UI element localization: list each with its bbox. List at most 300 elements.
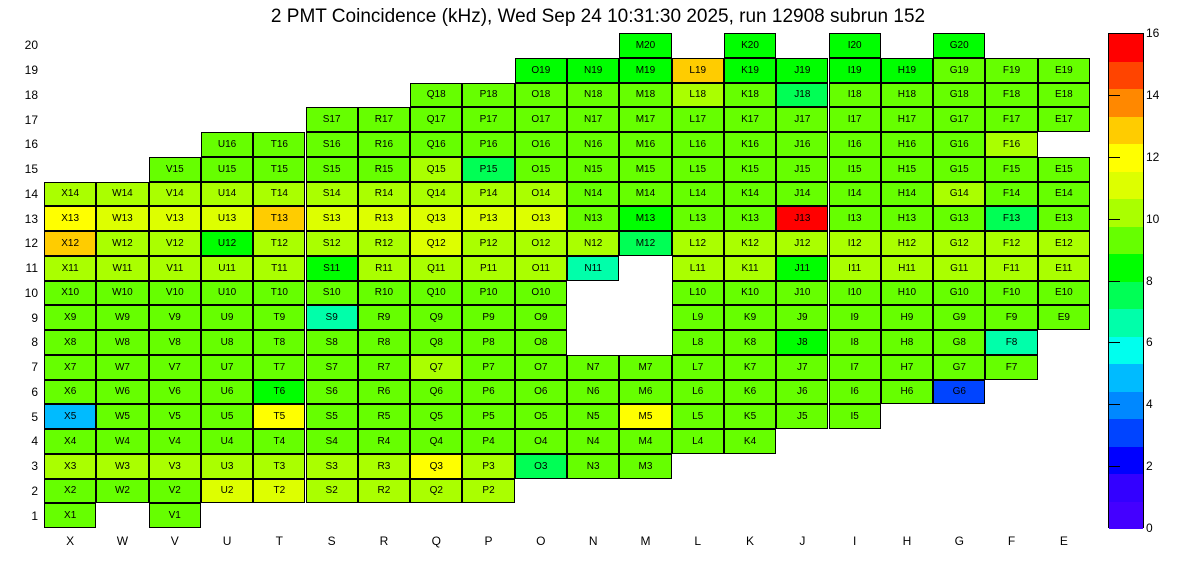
heatmap-cell: U14 — [201, 182, 253, 207]
heatmap-cell: J17 — [776, 107, 828, 132]
heatmap-cell: L14 — [672, 182, 724, 207]
heatmap-cell: Q18 — [410, 83, 462, 108]
x-axis-tick-label: L — [694, 534, 702, 548]
heatmap-cell: Q10 — [410, 281, 462, 306]
heatmap-cell: W14 — [96, 182, 148, 207]
heatmap-cell: R11 — [358, 256, 410, 281]
heatmap-cell: M14 — [619, 182, 671, 207]
heatmap-cell: T7 — [253, 355, 305, 380]
y-axis-tick-label: 15 — [24, 162, 38, 177]
heatmap-cell: N14 — [567, 182, 619, 207]
heatmap-cell: Q8 — [410, 330, 462, 355]
heatmap-cell: O18 — [515, 83, 567, 108]
colorbar-segment — [1109, 474, 1143, 502]
heatmap-cell: X11 — [44, 256, 96, 281]
heatmap-cell: X3 — [44, 454, 96, 479]
heatmap-cell: H16 — [881, 132, 933, 157]
heatmap-cell: H11 — [881, 256, 933, 281]
heatmap-cell: R6 — [358, 380, 410, 405]
y-axis-tick-label: 13 — [24, 211, 38, 226]
heatmap-cell: K19 — [724, 58, 776, 83]
colorbar-segment — [1109, 117, 1143, 145]
heatmap-cell: J13 — [776, 206, 828, 231]
heatmap-cell: P16 — [462, 132, 514, 157]
heatmap-cell: L12 — [672, 231, 724, 256]
heatmap-cell: Q9 — [410, 305, 462, 330]
y-axis-tick-label: 4 — [31, 434, 38, 449]
heatmap-cell: P6 — [462, 380, 514, 405]
heatmap-cell: O15 — [515, 157, 567, 182]
heatmap-cell: O17 — [515, 107, 567, 132]
heatmap-cell: S9 — [306, 305, 358, 330]
heatmap-cell: U16 — [201, 132, 253, 157]
colorbar-tick-mark — [1108, 157, 1120, 158]
heatmap-cell: X14 — [44, 182, 96, 207]
heatmap-cell: F16 — [985, 132, 1037, 157]
heatmap-cell: G10 — [933, 281, 985, 306]
heatmap-cell: V13 — [149, 206, 201, 231]
heatmap-cell: U2 — [201, 479, 253, 504]
heatmap-cell: P4 — [462, 429, 514, 454]
heatmap-cell: G19 — [933, 58, 985, 83]
heatmap-cell: N18 — [567, 83, 619, 108]
heatmap-cell: V2 — [149, 479, 201, 504]
colorbar-tick-label: 10 — [1146, 211, 1160, 226]
colorbar-segment — [1109, 89, 1143, 117]
heatmap-cell: I7 — [829, 355, 881, 380]
colorbar-segment — [1109, 62, 1143, 90]
y-axis-tick-label: 9 — [31, 310, 38, 325]
y-axis-tick-label: 2 — [31, 483, 38, 498]
heatmap-cell: E19 — [1038, 58, 1090, 83]
heatmap-cell: W11 — [96, 256, 148, 281]
heatmap-cell: P14 — [462, 182, 514, 207]
heatmap-cell: F11 — [985, 256, 1037, 281]
heatmap-cell: O6 — [515, 380, 567, 405]
heatmap-cell: W4 — [96, 429, 148, 454]
heatmap-cell: Q11 — [410, 256, 462, 281]
x-axis-tick-label: M — [640, 534, 651, 548]
heatmap-cell: F19 — [985, 58, 1037, 83]
y-axis-tick-label: 12 — [24, 236, 38, 251]
heatmap-cell: J8 — [776, 330, 828, 355]
heatmap-cell: R5 — [358, 404, 410, 429]
heatmap-cell: W9 — [96, 305, 148, 330]
heatmap-cell: K9 — [724, 305, 776, 330]
x-axis-tick-label: U — [222, 534, 232, 548]
heatmap-cell: I15 — [829, 157, 881, 182]
heatmap-cell: X5 — [44, 404, 96, 429]
heatmap-cell: E11 — [1038, 256, 1090, 281]
heatmap-cell: I12 — [829, 231, 881, 256]
x-axis-tick-label: I — [852, 534, 857, 548]
heatmap-cell: Q6 — [410, 380, 462, 405]
heatmap-cell: L16 — [672, 132, 724, 157]
y-axis-tick-label: 14 — [24, 186, 38, 201]
heatmap-cell: W13 — [96, 206, 148, 231]
heatmap-cell: O7 — [515, 355, 567, 380]
heatmap-cell: T15 — [253, 157, 305, 182]
heatmap-cell: L5 — [672, 404, 724, 429]
heatmap-cell: M19 — [619, 58, 671, 83]
heatmap-cell: E15 — [1038, 157, 1090, 182]
heatmap-cell: H8 — [881, 330, 933, 355]
x-axis-tick-label: S — [327, 534, 336, 548]
heatmap-cell: S2 — [306, 479, 358, 504]
heatmap-cell: P15 — [462, 157, 514, 182]
page-title: 2 PMT Coincidence (kHz), Wed Sep 24 10:31:30 2025, run 12908 subrun 152 — [270, 6, 926, 27]
colorbar-segment — [1109, 34, 1143, 62]
heatmap-cell: L17 — [672, 107, 724, 132]
heatmap-cell: K20 — [724, 33, 776, 58]
colorbar-tick-label: 2 — [1146, 459, 1153, 474]
heatmap-cell: X12 — [44, 231, 96, 256]
heatmap-cell: V10 — [149, 281, 201, 306]
colorbar-tick-mark — [1108, 466, 1120, 467]
colorbar-tick-label: 0 — [1146, 521, 1153, 535]
heatmap-cell: O11 — [515, 256, 567, 281]
heatmap-cell: I5 — [829, 404, 881, 429]
heatmap-cell: N16 — [567, 132, 619, 157]
heatmap-cell: S13 — [306, 206, 358, 231]
heatmap-cell: G8 — [933, 330, 985, 355]
colorbar-segment — [1109, 392, 1143, 420]
heatmap-cell: L9 — [672, 305, 724, 330]
heatmap-cell: N12 — [567, 231, 619, 256]
heatmap-cell: T16 — [253, 132, 305, 157]
heatmap-cell: M16 — [619, 132, 671, 157]
heatmap-cell: S5 — [306, 404, 358, 429]
heatmap-cell: F17 — [985, 107, 1037, 132]
heatmap-cell: X6 — [44, 380, 96, 405]
heatmap-cell: S14 — [306, 182, 358, 207]
heatmap-cell: N3 — [567, 454, 619, 479]
heatmap-cell: K12 — [724, 231, 776, 256]
heatmap-cell: J5 — [776, 404, 828, 429]
heatmap-cell: M15 — [619, 157, 671, 182]
colorbar-segment — [1109, 144, 1143, 172]
heatmap-cell: U10 — [201, 281, 253, 306]
heatmap-cell: W6 — [96, 380, 148, 405]
heatmap-cell: R13 — [358, 206, 410, 231]
heatmap-cell: T4 — [253, 429, 305, 454]
heatmap-cell: I19 — [829, 58, 881, 83]
heatmap-cell: L18 — [672, 83, 724, 108]
heatmap-cell: L4 — [672, 429, 724, 454]
heatmap-cell: E12 — [1038, 231, 1090, 256]
y-axis-tick-label: 5 — [31, 409, 38, 424]
heatmap-cell: L6 — [672, 380, 724, 405]
heatmap-cell: K5 — [724, 404, 776, 429]
heatmap-cell: L11 — [672, 256, 724, 281]
heatmap-cell: M20 — [619, 33, 671, 58]
heatmap-cell: J9 — [776, 305, 828, 330]
heatmap-cell: J18 — [776, 83, 828, 108]
heatmap-cell: P11 — [462, 256, 514, 281]
x-axis-tick-label: R — [379, 534, 389, 548]
x-axis-tick-label: F — [1007, 534, 1016, 548]
heatmap-cell: I8 — [829, 330, 881, 355]
heatmap-cell: X4 — [44, 429, 96, 454]
heatmap-cell: E10 — [1038, 281, 1090, 306]
heatmap-cell: P5 — [462, 404, 514, 429]
heatmap-cell: R17 — [358, 107, 410, 132]
heatmap-cell: K8 — [724, 330, 776, 355]
heatmap-cell: L13 — [672, 206, 724, 231]
y-axis-tick-label: 20 — [24, 38, 38, 53]
heatmap-cell: N7 — [567, 355, 619, 380]
colorbar-tick-label: 12 — [1146, 149, 1160, 164]
heatmap-cell: O16 — [515, 132, 567, 157]
heatmap-cell: R12 — [358, 231, 410, 256]
x-axis-tick-label: N — [588, 534, 598, 548]
heatmap-cell: R16 — [358, 132, 410, 157]
heatmap-cell: N17 — [567, 107, 619, 132]
heatmap-cell: I16 — [829, 132, 881, 157]
heatmap-cell: X13 — [44, 206, 96, 231]
colorbar-segment — [1109, 227, 1143, 255]
heatmap-cell: E18 — [1038, 83, 1090, 108]
heatmap-cell: T3 — [253, 454, 305, 479]
heatmap-cell: J11 — [776, 256, 828, 281]
x-axis-tick-label: X — [66, 534, 75, 548]
heatmap-cell: M17 — [619, 107, 671, 132]
y-axis-tick-label: 6 — [31, 384, 38, 399]
heatmap-cell: T8 — [253, 330, 305, 355]
x-axis-tick-label: H — [902, 534, 912, 548]
heatmap-cell: N5 — [567, 404, 619, 429]
heatmap-cell: X10 — [44, 281, 96, 306]
heatmap-cell: G16 — [933, 132, 985, 157]
heatmap-cell: G7 — [933, 355, 985, 380]
heatmap-cell: H15 — [881, 157, 933, 182]
heatmap-cell: N6 — [567, 380, 619, 405]
colorbar-tick-mark — [1108, 95, 1120, 96]
heatmap-cell: H7 — [881, 355, 933, 380]
heatmap-cell: F12 — [985, 231, 1037, 256]
heatmap-cell: R14 — [358, 182, 410, 207]
heatmap-cell: I10 — [829, 281, 881, 306]
heatmap-cell: M5 — [619, 404, 671, 429]
heatmap-cell: R3 — [358, 454, 410, 479]
colorbar-tick-label: 14 — [1146, 87, 1160, 102]
heatmap-cell: I9 — [829, 305, 881, 330]
heatmap-cell: F9 — [985, 305, 1037, 330]
heatmap-cell: R2 — [358, 479, 410, 504]
x-axis-tick-label: P — [484, 534, 493, 548]
heatmap-cell: E14 — [1038, 182, 1090, 207]
heatmap-cell: U13 — [201, 206, 253, 231]
heatmap-cell: I14 — [829, 182, 881, 207]
heatmap-cell: R7 — [358, 355, 410, 380]
heatmap-cell: W10 — [96, 281, 148, 306]
heatmap-cell: P12 — [462, 231, 514, 256]
heatmap-cell: S17 — [306, 107, 358, 132]
x-axis-tick-label: E — [1059, 534, 1068, 548]
heatmap-cell: N4 — [567, 429, 619, 454]
heatmap-cell: S4 — [306, 429, 358, 454]
heatmap-cell: H6 — [881, 380, 933, 405]
heatmap-cell: R15 — [358, 157, 410, 182]
heatmap-cell: E9 — [1038, 305, 1090, 330]
heatmap-cell: U5 — [201, 404, 253, 429]
heatmap-cell: L10 — [672, 281, 724, 306]
heatmap-cell: T11 — [253, 256, 305, 281]
heatmap-cell: J16 — [776, 132, 828, 157]
heatmap-cell: O9 — [515, 305, 567, 330]
heatmap-cell: V8 — [149, 330, 201, 355]
heatmap-cell: M13 — [619, 206, 671, 231]
heatmap-cell: I17 — [829, 107, 881, 132]
heatmap-cell: Q3 — [410, 454, 462, 479]
heatmap-cell: N11 — [567, 256, 619, 281]
colorbar-segment — [1109, 419, 1143, 447]
heatmap-cell: V4 — [149, 429, 201, 454]
heatmap-cell: P7 — [462, 355, 514, 380]
heatmap-cell: W8 — [96, 330, 148, 355]
heatmap-cell: U9 — [201, 305, 253, 330]
heatmap-cell: H18 — [881, 83, 933, 108]
heatmap-cell: V9 — [149, 305, 201, 330]
heatmap-cell: Q5 — [410, 404, 462, 429]
heatmap-cell: T2 — [253, 479, 305, 504]
heatmap-cell: X9 — [44, 305, 96, 330]
heatmap-cell: P13 — [462, 206, 514, 231]
heatmap-cell: G13 — [933, 206, 985, 231]
heatmap-cell: T10 — [253, 281, 305, 306]
x-axis-tick-label: O — [536, 534, 546, 548]
heatmap-cell: G12 — [933, 231, 985, 256]
colorbar-tick-label: 6 — [1146, 335, 1153, 350]
heatmap-cell: X2 — [44, 479, 96, 504]
heatmap-cell: T9 — [253, 305, 305, 330]
heatmap-cell: K13 — [724, 206, 776, 231]
colorbar-segment — [1109, 309, 1143, 337]
heatmap-cell: S3 — [306, 454, 358, 479]
heatmap-cell: U15 — [201, 157, 253, 182]
heatmap-cell: V5 — [149, 404, 201, 429]
heatmap-cell: J14 — [776, 182, 828, 207]
heatmap-cell: L8 — [672, 330, 724, 355]
heatmap-cell: T5 — [253, 404, 305, 429]
x-axis-tick-label: G — [954, 534, 964, 548]
heatmap-cell: F7 — [985, 355, 1037, 380]
heatmap-cell: R10 — [358, 281, 410, 306]
heatmap-cell: F8 — [985, 330, 1037, 355]
heatmap-cell: H10 — [881, 281, 933, 306]
heatmap-cell: W3 — [96, 454, 148, 479]
heatmap-cell: V12 — [149, 231, 201, 256]
heatmap-cell: G9 — [933, 305, 985, 330]
heatmap-cell: N13 — [567, 206, 619, 231]
heatmap-cell: J12 — [776, 231, 828, 256]
heatmap-cell: J6 — [776, 380, 828, 405]
heatmap-cell: O10 — [515, 281, 567, 306]
heatmap-cell: S6 — [306, 380, 358, 405]
heatmap-cell: X8 — [44, 330, 96, 355]
heatmap-cell: P8 — [462, 330, 514, 355]
heatmap-cell: O3 — [515, 454, 567, 479]
heatmap-cell: K16 — [724, 132, 776, 157]
colorbar-tick-mark — [1108, 342, 1120, 343]
colorbar-tick-label: 4 — [1146, 397, 1153, 412]
heatmap-cell: Q12 — [410, 231, 462, 256]
colorbar-segment — [1109, 254, 1143, 282]
colorbar-tick-label: 8 — [1146, 273, 1153, 288]
heatmap-cell: P18 — [462, 83, 514, 108]
colorbar-tick-mark — [1108, 219, 1120, 220]
heatmap-cell: S7 — [306, 355, 358, 380]
heatmap-plot — [44, 33, 1090, 528]
heatmap-cell: V3 — [149, 454, 201, 479]
heatmap-cell: U6 — [201, 380, 253, 405]
heatmap-cell: P9 — [462, 305, 514, 330]
heatmap-cell: F10 — [985, 281, 1037, 306]
x-axis-tick-label: J — [799, 534, 806, 548]
heatmap-cell: U4 — [201, 429, 253, 454]
heatmap-cell: Q4 — [410, 429, 462, 454]
heatmap-cell: G18 — [933, 83, 985, 108]
y-axis-tick-label: 19 — [24, 63, 38, 78]
heatmap-cell: I13 — [829, 206, 881, 231]
heatmap-cell: R4 — [358, 429, 410, 454]
heatmap-cell: P3 — [462, 454, 514, 479]
heatmap-cell: K11 — [724, 256, 776, 281]
heatmap-cell: H19 — [881, 58, 933, 83]
heatmap-cell: L15 — [672, 157, 724, 182]
colorbar-segment — [1109, 199, 1143, 227]
heatmap-cell: O4 — [515, 429, 567, 454]
heatmap-cell: F14 — [985, 182, 1037, 207]
heatmap-cell: H17 — [881, 107, 933, 132]
heatmap-cell: F18 — [985, 83, 1037, 108]
heatmap-cell: S16 — [306, 132, 358, 157]
heatmap-cell: G20 — [933, 33, 985, 58]
heatmap-cell: V15 — [149, 157, 201, 182]
heatmap-cell: X1 — [44, 503, 96, 528]
heatmap-cell: I20 — [829, 33, 881, 58]
heatmap-cell: M6 — [619, 380, 671, 405]
colorbar-segment — [1109, 172, 1143, 200]
heatmap-cell: G11 — [933, 256, 985, 281]
heatmap-cell: O14 — [515, 182, 567, 207]
heatmap-cell: P10 — [462, 281, 514, 306]
heatmap-cell: O19 — [515, 58, 567, 83]
heatmap-cell: R8 — [358, 330, 410, 355]
heatmap-cell: N15 — [567, 157, 619, 182]
heatmap-cell: F15 — [985, 157, 1037, 182]
heatmap-cell: J7 — [776, 355, 828, 380]
heatmap-cell: H13 — [881, 206, 933, 231]
heatmap-cell: L19 — [672, 58, 724, 83]
heatmap-cell: U12 — [201, 231, 253, 256]
heatmap-cell: I11 — [829, 256, 881, 281]
y-axis-tick-label: 11 — [25, 261, 38, 276]
heatmap-cell: G17 — [933, 107, 985, 132]
colorbar-segment — [1109, 282, 1143, 310]
heatmap-cell: K15 — [724, 157, 776, 182]
heatmap-cell: E17 — [1038, 107, 1090, 132]
heatmap-cell: O5 — [515, 404, 567, 429]
heatmap-cell: M18 — [619, 83, 671, 108]
heatmap-cell: Q7 — [410, 355, 462, 380]
heatmap-cell: R9 — [358, 305, 410, 330]
heatmap-cell: S11 — [306, 256, 358, 281]
x-axis-tick-label: T — [275, 534, 283, 548]
heatmap-cell: J10 — [776, 281, 828, 306]
heatmap-cell: M3 — [619, 454, 671, 479]
heatmap-cell: T14 — [253, 182, 305, 207]
